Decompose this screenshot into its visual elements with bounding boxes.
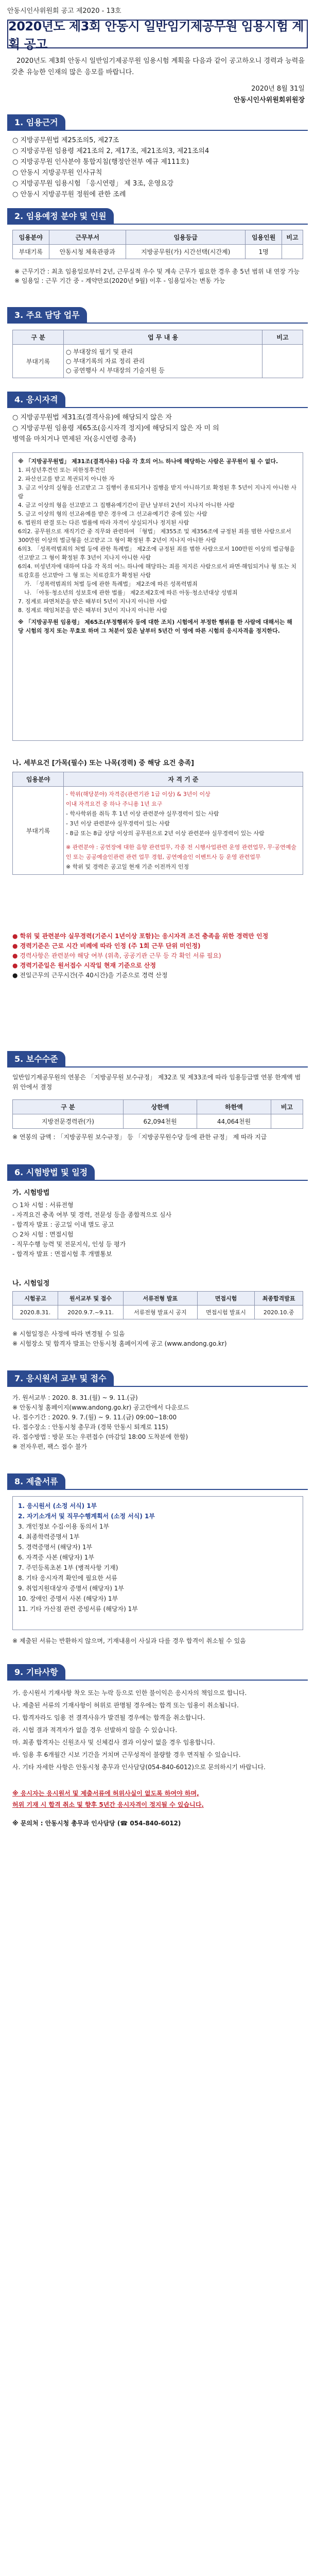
note: ※ 근무기간 : 최초 임용일로부터 2년, 근무실적 우수 및 계속 근무가 필요한 경우 총 5년 범위 내 연장 가능 [14, 268, 300, 275]
list-item: ○ 지방공무원 임용령 제65조(응시자격 정지)에 해당되지 않은 자 미 의 [12, 425, 219, 432]
method-line: - 합격자 발표 : 공고일 이내 별도 공고 [12, 1221, 114, 1228]
section-title: 9. 기타사항 [7, 1664, 65, 1681]
table-header: 업 무 내 용 [64, 330, 262, 345]
table-header: 서류전형 발표 [124, 1292, 198, 1306]
pay-intro: 일반임기제공무원의 연봉은 「지방공무원 보수규정」 제32조 및 제33조에 따라 임용등급별 연봉 한계액 범위 안에서 결정 [12, 1074, 301, 1091]
doc-item: 6. 자격증 사본 (해당자) 1부 [18, 1554, 95, 1561]
list-item: ○ 지방공무원 인사분야 통합지침(행정안전부 예규 제111호) [12, 158, 189, 166]
pay-table [12, 1099, 303, 1129]
list-item: ○ 지방공무원법 제25조의5, 제27조 [12, 137, 119, 144]
table-header: 임용분야 [13, 230, 49, 245]
table-cell: 안동시청 체육관광과 [49, 245, 126, 259]
intro [11, 56, 305, 106]
table-header: 임용등급 [126, 230, 245, 245]
table-row [13, 787, 303, 875]
box-line: 4. 금고 이상의 형을 선고받고 그 집행유예기간이 끝난 날부터 2년이 지나지 아니한 사람 [18, 502, 235, 509]
apply-line: 가. 원서교부 : 2020. 8. 31.(월) ~ 9. 11.(금) [12, 1394, 138, 1401]
section-title: 8. 제출서류 [7, 1473, 65, 1490]
positions-notes [14, 267, 305, 285]
detail-line: - 학사학위를 취득 후 1년 이상 관련분야 실무경력이 있는 사람 [66, 810, 219, 817]
table-cell [64, 787, 303, 875]
positions-table [12, 230, 303, 259]
intro-text: 2020년도 제3회 안동시 일반임기제공무원 임용시험 계획을 다음과 같이 공고하오니 경력과 능력을 갖춘 유능한 인재의 많은 응모를 바랍니다. [11, 57, 305, 76]
box-line: ※ 「지방공무원 임용령」 제65조(부정행위자 등에 대한 조치) 시험에서 부정한 행위를 한 사람에 대해서는 해당 시험의 정지 또는 무효로 하며 그 처분이 있은 날부터 5년간 이 영에 따른 시험의 응시자격을 정지한다. [18, 619, 292, 634]
detail-line: ※ 학위 및 경력은 공고일 현재 기준 이전까지 인정 [66, 863, 189, 870]
box-line: 2. 파산선고를 받고 복권되지 아니한 자 [18, 476, 115, 482]
misc-item: 마. 최종 합격자는 신원조사 및 신체검사 결과 이상이 없을 경우 임용합니다. [12, 1739, 215, 1746]
section-line [7, 323, 308, 324]
table-header: 구 분 [13, 1100, 124, 1114]
table-header: 상한액 [123, 1100, 197, 1114]
doc-item: 9. 취업지원대상자 증명서 (해당자) 1부 [18, 1585, 124, 1592]
detail-table [12, 772, 303, 875]
apply-list [12, 1393, 305, 1452]
section-title: 2. 임용예정 분야 및 인원 [7, 208, 114, 225]
list-item: ○ 안동시 지방공무원 정원에 관한 조례 [12, 191, 126, 198]
doc-item: 2. 자기소개서 및 직무수행계획서 (소정 서식) 1부 [18, 1513, 155, 1520]
method-line: ○ 2차 시험 : 면접시험 [12, 1231, 74, 1238]
method-line: - 합격자 발표 : 면접시험 후 개별통보 [12, 1250, 112, 1258]
table-header: 비고 [271, 1100, 303, 1114]
list-item: ○ 지방공무원 임용시험 「응시연령」 제 3조, 운영요강 [12, 180, 174, 188]
extra-line: ● 경력기준일은 원서접수 시작일 현재 기준으로 산정 [12, 962, 156, 969]
doc-item: 3. 개인정보 수집·이용 동의서 1부 [18, 1523, 110, 1530]
detail-line: - 8급 또는 8급 상당 이상의 공무원으로 2년 이상 관련분야 실무경력이 있는 사람 [66, 830, 265, 837]
table-cell: 2020.10.중 [255, 1306, 303, 1319]
table-cell [64, 345, 262, 378]
docs-note: ※ 제출된 서류는 반환하지 않으며, 기재내용이 사실과 다를 경우 합격이 취소될 수 있음 [12, 1637, 246, 1645]
list-item: 병역을 마치거나 면제된 자(응시연령 충족) [12, 435, 136, 443]
box-line: 3. 금고 이상의 실형을 선고받고 그 집행이 종료되거나 집행을 받지 아니하기로 확정된 후 5년이 지나지 아니한 사람 [18, 484, 296, 500]
duty-item: ○ 부대장의 필기 및 관리 [66, 348, 133, 355]
method-line: - 직무수행 능력 및 전문지식, 인성 등 평가 [12, 1241, 126, 1248]
notice-date: 2020년 8월 31일 [251, 85, 305, 93]
detail-line: - 3년 이상 관련분야 실무경력이 있는 사람 [66, 820, 170, 827]
detail-line: ※ 관련분야 : 공연장에 대한 음향 관련업무, 각종 전 시행사업관련 운영 관련업무, 무·공연예술인 또는 공공예술인관련 관련 업무 경험, 공연예술인 이벤트사 등 운영 관련업무 [66, 844, 296, 860]
table-cell [271, 1114, 303, 1129]
doc-item: 5. 경력증명서 (해당자) 1부 [18, 1544, 93, 1551]
duty-item: ○ 부대기록의 자료 정리 관리 [66, 358, 145, 365]
notice-org: 안동시인사위원회위원장 [233, 96, 305, 104]
method-title: 가. 시험방법 [12, 1189, 50, 1197]
section-line [7, 1066, 308, 1067]
schedule-title: 나. 시험일정 [12, 1280, 50, 1287]
section-header-eligibility [7, 392, 308, 408]
highlight-line: 허위 기재 시 합격 취소 및 향후 5년간 응시자격이 정지될 수 있습니다. [12, 1801, 204, 1808]
section-header-pay [7, 1051, 308, 1067]
section-title: 6. 시험방법 및 일정 [7, 1164, 95, 1181]
section-header-misc [7, 1664, 308, 1681]
section-line [7, 1386, 308, 1387]
page-title: 2020년도 제3회 안동시 일반임기제공무원 임용시험 계획 공고 [8, 19, 304, 52]
table-cell: 부대기록 [13, 345, 64, 378]
section-header-apply [7, 1370, 308, 1387]
section-title: 7. 응시원서 교부 및 접수 [7, 1370, 114, 1387]
table-cell: 면접시험 발표시 [197, 1306, 255, 1319]
section-title: 5. 보수수준 [7, 1051, 65, 1067]
section-header-duties [7, 307, 308, 324]
list-item: ○ 지방공무원법 제31조(결격사유)에 해당되지 않은 자 [12, 414, 172, 421]
section-title: 4. 응시자격 [7, 392, 65, 408]
section-line [7, 1489, 308, 1490]
method-list [12, 1200, 305, 1259]
misc-list [12, 1687, 305, 1773]
extra-line: ● 경력사항은 관련분야 해당 여부 (위촉, 공공기관 근무 등 각 확인 서류 필요) [12, 952, 221, 959]
list-item: ○ 안동시 지방공무원 인사규칙 [12, 169, 102, 177]
section-line [7, 407, 308, 408]
table-row [13, 1114, 303, 1129]
misc-item: 다. 합격자라도 임용 전 결격사유가 발견될 경우에는 합격을 취소합니다. [12, 1714, 205, 1721]
method-line: - 자격요건 충족 여부 및 경력, 전문성 등을 종합적으로 심사 [12, 1211, 172, 1218]
box-line: 6의2. 공무원으로 재직기간 중 직무와 관련하여 「형법」 제355조 및 제356조에 규정된 죄를 범한 사람으로서 300만원 이상의 벌금형을 선고받고 그 형이 확정된 후 2년이 지나지 아니한 사람 [18, 528, 291, 544]
doc-item: 8. 기타 응시자격 확인에 필요한 서류 [18, 1574, 117, 1582]
table-header: 자 격 기 준 [64, 772, 303, 787]
note: ※ 시험일정은 사정에 따라 변경될 수 있음 [12, 1330, 125, 1337]
doc-item: 11. 기타 가산점 관련 증빙서류 (해당자) 1부 [18, 1605, 138, 1613]
detail-line: - 학위(해당분야) 자격증(관련기관 1급 이상) & 3년이 이상 [66, 791, 211, 798]
section-title: 1. 임용근거 [7, 114, 65, 131]
table-header: 면접시험 [197, 1292, 255, 1306]
box-line: 8. 징계로 해임처분을 받은 때부터 3년이 지나지 아니한 사람 [18, 607, 167, 614]
docs-box [12, 1496, 303, 1630]
list-item: ○ 지방공무원 임용령 제21조의 2, 제17조, 제21조의3, 제21조의4 [12, 147, 209, 155]
table-header: 근무부서 [49, 230, 126, 245]
doc-item: 1. 응시원서 (소정 서식) 1부 [18, 1502, 97, 1510]
detail-caption: 나. 세부요건 [가목(필수) 또는 나목(경력) 중 해당 요건 충족] [12, 759, 195, 767]
misc-item: 바. 임용 후 6개월간 시보 기간을 거치며 근무성적이 불량할 경우 면직될 수 있습니다. [12, 1751, 241, 1758]
section-header-positions [7, 208, 308, 225]
table-cell: 부대기록 [13, 787, 64, 875]
table-cell: 서류전형 발표시 공지 [124, 1306, 198, 1319]
method-line: ○ 1차 시험 : 서류전형 [12, 1201, 74, 1209]
box-line: ※ 「지방공무원법」 제31조(결격사유) 다음 각 호의 어느 하나에 해당하는 사람은 공무원이 될 수 없다. [18, 458, 278, 465]
apply-line: 라. 접수방법 : 방문 또는 우편접수 (마감일 18:00 도착분에 한함) [12, 1433, 188, 1440]
table-cell: 44,064천원 [197, 1114, 271, 1129]
table-header: 임용분야 [13, 772, 64, 787]
misc-highlight [12, 1788, 305, 1810]
box-line: 6. 법원의 판결 또는 다른 법률에 따라 자격이 상실되거나 정지된 사람 [18, 519, 189, 526]
table-header: 비고 [262, 330, 303, 345]
apply-line: ※ 안동시청 홈페이지(www.andong.go.kr) 공고란에서 다운로드 [12, 1404, 189, 1411]
table-cell: 지방공무원(가) 시간선택(시간제) [126, 245, 245, 259]
eligibility-extra [12, 931, 305, 980]
misc-item: 가. 응시원서 기재사항 착오 또는 누락 등으로 인한 불이익은 응시자의 책임으로 합니다. [12, 1689, 247, 1697]
box-line: 가. 「성폭력범죄의 처벌 등에 관한 특례법」 제2조에 따른 성폭력범죄 [24, 581, 198, 587]
table-cell: 1명 [246, 245, 282, 259]
table-cell: 부대기록 [13, 245, 49, 259]
table-header: 시험공고 [13, 1292, 58, 1306]
table-row [13, 1306, 303, 1319]
section-header-basis [7, 114, 308, 131]
basis-list [12, 135, 306, 200]
table-row [13, 245, 303, 259]
pay-note: ※ 연봉의 금액 : 「지방공무원 보수규정」 등 「지방공무원수당 등에 관한 규정」 제 따라 지급 [12, 1133, 267, 1141]
box-line: 5. 금고 이상의 형의 선고유예를 받은 경우에 그 선고유예기간 중에 있는 사람 [18, 511, 207, 517]
title-box [7, 19, 308, 52]
notice-number: 안동시인사위원회 공고 제2020 - 13호 [7, 7, 121, 15]
note: ※ 임용일 : 근무 기간 중 - 계약만료(2020년 9월) 이후 - 임용일자는 변동 가능 [14, 277, 225, 284]
section-line [7, 130, 308, 131]
eligibility-intro [12, 412, 306, 445]
box-line: 나. 「아동·청소년의 성보호에 관한 법률」 제2조제2호에 따른 아동·청소년대상 성범죄 [24, 589, 238, 596]
apply-line: ※ 전자우편, 팩스 접수 불가 [12, 1443, 87, 1450]
contact-line: ※ 문의처 : 안동시청 총무과 인사담당 (☎ 054-840-6012) [12, 1820, 181, 1827]
table-cell: 지방전문경력관(가) [13, 1114, 124, 1129]
apply-line: 나. 접수기간 : 2020. 9. 7.(월) ~ 9. 11.(금) 09:00~18:00 [12, 1414, 177, 1421]
section-line [7, 1680, 308, 1681]
misc-item: 나. 제출된 서류의 기재사항이 허위로 판명될 경우에는 합격 또는 임용이 취소됩니다. [12, 1702, 239, 1709]
duty-item: ○ 공연행사 시 부대장의 기술지원 등 [66, 367, 165, 374]
table-header: 원서교부 및 접수 [58, 1292, 124, 1306]
doc-item: 10. 장애인 증명서 사본 (해당자) 1부 [18, 1595, 118, 1602]
box-line: 6의4. 미성년자에 대하여 다음 각 목의 어느 하나에 해당하는 죄를 저지른 사람으로서 파면·해임되거나 형 또는 치료감호를 선고받아 그 형 또는 치료감호가 확정된 사람 [18, 563, 296, 579]
section-line [7, 1180, 308, 1181]
highlight-line: ※ 응시자는 응시원서 및 제출서류에 허위사실이 없도록 하여야 하며, [12, 1790, 199, 1797]
table-header: 하한액 [197, 1100, 271, 1114]
extra-line: ● 전일근무의 근무시간(주 40시간)을 기준으로 경력 산정 [12, 972, 168, 979]
disqualification-box [12, 452, 303, 741]
extra-line: ● 학위 및 관련분야 실무경력(기준시 1년이상 포함)는 응시자격 조건 충족을 위한 경력만 인정 [12, 933, 269, 940]
extra-line: ● 경력기준은 근로 시간 비례에 따라 인정 (주 1회 근무 단위 미인정) [12, 942, 201, 950]
note: ※ 시험장소 및 합격자 발표는 안동시청 홈페이지에 공고 (www.andong.go.kr) [12, 1340, 227, 1347]
table-row [13, 345, 303, 378]
section-header-docs [7, 1473, 308, 1490]
box-line: 6의3. 「성폭력범죄의 처벌 등에 관한 특례법」 제2조에 규정된 죄를 범한 사람으로서 100만원 이상의 벌금형을 선고받고 그 형이 확정된 후 3년이 지나지 아니한 사람 [18, 546, 295, 561]
section-line [7, 224, 308, 225]
table-cell [282, 245, 303, 259]
table-cell [262, 345, 303, 378]
box-line: 1. 피성년후견인 또는 피한정후견인 [18, 467, 106, 473]
apply-line: 다. 접수장소 : 안동시청 총무과 (경북 안동시 퇴계로 115) [12, 1423, 168, 1431]
duties-table [12, 330, 303, 378]
table-header: 임용인원 [246, 230, 282, 245]
schedule-table [12, 1291, 303, 1319]
table-header: 비고 [282, 230, 303, 245]
table-cell: 62,094천원 [123, 1114, 197, 1129]
doc-item: 7. 주민등록초본 1부 (병적사항 기재) [18, 1564, 118, 1571]
section-title: 3. 주요 담당 업무 [7, 307, 87, 324]
detail-line: 이내 자격요건 중 하나 주니용 1년 요구 [66, 801, 163, 807]
schedule-notes [12, 1329, 305, 1349]
misc-item: 사. 기타 자세한 사항은 안동시청 총무과 인사담당(054-840-6012)으로 문의하시기 바랍니다. [12, 1764, 266, 1771]
misc-item: 라. 시험 결과 적격자가 없을 경우 선발하지 않을 수 있습니다. [12, 1726, 178, 1734]
table-cell: 2020.8.31. [13, 1306, 58, 1319]
box-line: 7. 징계로 파면처분을 받은 때부터 5년이 지나지 아니한 사람 [18, 598, 167, 605]
section-header-exam [7, 1164, 308, 1181]
table-header: 최종합격발표 [255, 1292, 303, 1306]
doc-item: 4. 최종학력증명서 1부 [18, 1533, 80, 1540]
table-header: 구 분 [13, 330, 64, 345]
table-cell: 2020.9.7.~9.11. [58, 1306, 124, 1319]
